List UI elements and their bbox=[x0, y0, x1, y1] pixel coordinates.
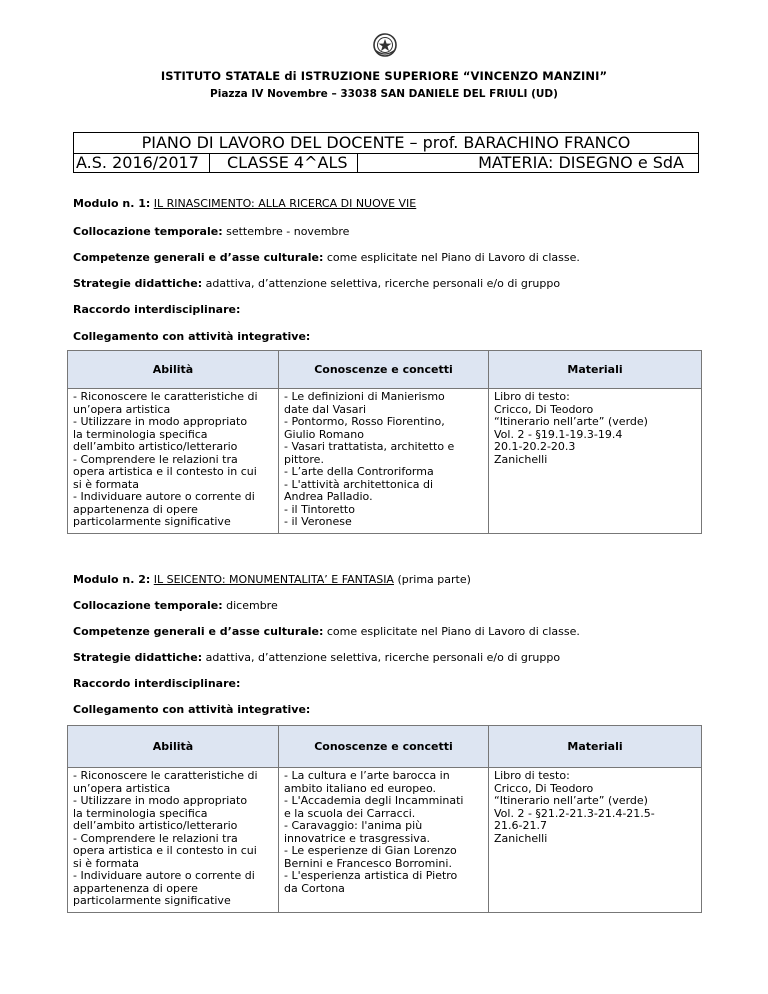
module-2-collegamento bbox=[73, 703, 310, 716]
cell-line: “Itinerario nell’arte” (verde) bbox=[494, 794, 648, 807]
cell-line: la terminologia specifica bbox=[73, 427, 208, 441]
cell-line: - Utilizzare in modo appropriato bbox=[73, 794, 248, 807]
module-1-collegamento bbox=[73, 330, 310, 343]
competenze-value: come esplicitate nel Piano di Lavoro di classe. bbox=[326, 625, 580, 638]
cell-line: Giulio Romano bbox=[284, 427, 364, 441]
module-1-heading bbox=[73, 197, 416, 210]
cell-line: Cricco, Di Teodoro bbox=[494, 402, 594, 416]
module-2-raccordo bbox=[73, 677, 240, 690]
cell-line: un’opera artistica bbox=[73, 781, 171, 795]
italian-republic-emblem-icon bbox=[372, 32, 398, 58]
cell-line: Cricco, Di Teodoro bbox=[494, 781, 594, 795]
cell-line: 20.1-20.2-20.3 bbox=[494, 440, 576, 453]
collocazione-value: settembre - novembre bbox=[226, 225, 350, 238]
header-conoscenze: Conoscenze e concetti bbox=[279, 351, 489, 389]
collocazione-label: Collocazione temporale: bbox=[73, 225, 223, 238]
institute-name: ISTITUTO STATALE di ISTRUZIONE SUPERIORE “VINCENZO MANZINI” bbox=[160, 69, 608, 83]
cell-line: - L'Accademia degli Incamminati bbox=[284, 794, 464, 807]
cell-line: - L’arte della Controriforma bbox=[284, 465, 434, 478]
cell-line: - il Tintoretto bbox=[284, 502, 355, 516]
module-1-label: Modulo n. 1: bbox=[73, 197, 151, 210]
institute-address: Piazza IV Novembre – 33038 SAN DANIELE DEL FRIULI (UD) bbox=[210, 88, 558, 100]
cell-line: Bernini e Francesco Borromini. bbox=[284, 856, 452, 870]
raccordo-label: Raccordo interdisciplinare: bbox=[73, 303, 241, 316]
raccordo-label: Raccordo interdisciplinare: bbox=[73, 677, 241, 690]
conoscenze-cell bbox=[279, 768, 489, 913]
cell-line: appartenenza di opere bbox=[73, 881, 198, 895]
cell-line: Libro di testo: bbox=[494, 769, 570, 782]
cell-line: - Le definizioni di Manierismo bbox=[284, 390, 445, 403]
cell-line: “Itinerario nell’arte” (verde) bbox=[494, 415, 648, 428]
module-2-heading bbox=[73, 573, 471, 586]
strategie-label: Strategie didattiche: bbox=[73, 651, 203, 664]
cell-line: - Comprendere le relazioni tra bbox=[73, 831, 238, 845]
cell-line: dell’ambito artistico/letterario bbox=[73, 440, 238, 453]
module-1-raccordo bbox=[73, 303, 240, 316]
cell-line: - Individuare autore o corrente di bbox=[73, 869, 255, 882]
plan-info-row bbox=[74, 154, 698, 172]
cell-line: Libro di testo: bbox=[494, 390, 570, 403]
cell-line: e la scuola dei Carracci. bbox=[284, 806, 416, 820]
cell-line: un’opera artistica bbox=[73, 402, 171, 416]
module-1-collocazione bbox=[73, 225, 349, 238]
collocazione-label: Collocazione temporale: bbox=[73, 599, 223, 612]
module-2-note: (prima parte) bbox=[397, 573, 471, 586]
header-abilita: Abilità bbox=[68, 726, 279, 768]
cell-line: si è formata bbox=[73, 856, 139, 870]
cell-line: - Vasari trattatista, architetto e bbox=[284, 440, 455, 453]
collegamento-label: Collegamento con attività integrative: bbox=[73, 703, 311, 716]
cell-line: - Individuare autore o corrente di bbox=[73, 490, 255, 503]
cell-line: - Riconoscere le caratteristiche di bbox=[73, 769, 258, 782]
cell-line: da Cortona bbox=[284, 881, 345, 895]
strategie-value: adattiva, d’attenzione selettiva, ricerche personali e/o di gruppo bbox=[205, 651, 561, 664]
cell-line: 21.6-21.7 bbox=[494, 819, 547, 832]
strategie-label: Strategie didattiche: bbox=[73, 277, 203, 290]
collocazione-value: dicembre bbox=[226, 599, 278, 612]
cell-line: - Comprendere le relazioni tra bbox=[73, 452, 238, 466]
header-abilita: Abilità bbox=[68, 351, 279, 389]
module-2-competenze bbox=[73, 625, 580, 638]
cell-line: particolarmente significative bbox=[73, 515, 231, 528]
cell-line: opera artistica e il contesto in cui bbox=[73, 465, 257, 478]
cell-line: Vol. 2 - §19.1-19.3-19.4 bbox=[494, 427, 623, 441]
class-name: CLASSE 4^ALS bbox=[210, 154, 358, 172]
cell-line: - Le esperienze di Gian Lorenzo bbox=[284, 844, 457, 857]
cell-line: appartenenza di opere bbox=[73, 502, 198, 516]
cell-line: - L'attività architettonica di bbox=[284, 477, 434, 491]
cell-line: opera artistica e il contesto in cui bbox=[73, 844, 257, 857]
cell-line: ambito italiano ed europeo. bbox=[284, 781, 436, 795]
cell-line: innovatrice e trasgressiva. bbox=[284, 831, 431, 845]
strategie-value: adattiva, d’attenzione selettiva, ricerche personali e/o di gruppo bbox=[205, 277, 561, 290]
module-2-strategie bbox=[73, 651, 560, 664]
cell-line: Zanichelli bbox=[494, 452, 548, 466]
header-materiali: Materiali bbox=[489, 351, 702, 389]
plan-title: PIANO DI LAVORO DEL DOCENTE – prof. BARACHINO FRANCO bbox=[74, 133, 698, 154]
cell-line: - Caravaggio: l'anima più bbox=[284, 819, 423, 832]
competenze-label: Competenze generali e d’asse culturale: bbox=[73, 251, 324, 264]
cell-line: particolarmente significative bbox=[73, 894, 231, 907]
cell-line: si è formata bbox=[73, 477, 139, 491]
cell-line: la terminologia specifica bbox=[73, 806, 208, 820]
cell-line: - L'esperienza artistica di Pietro bbox=[284, 869, 458, 882]
cell-line: - Pontormo, Rosso Fiorentino, bbox=[284, 415, 445, 428]
cell-line: - il Veronese bbox=[284, 515, 352, 528]
module-2-collocazione bbox=[73, 599, 278, 612]
abilita-cell bbox=[68, 389, 279, 534]
cell-line: Zanichelli bbox=[494, 831, 548, 845]
competenze-label: Competenze generali e d’asse culturale: bbox=[73, 625, 324, 638]
collegamento-label: Collegamento con attività integrative: bbox=[73, 330, 311, 343]
cell-line: pittore. bbox=[284, 452, 324, 466]
module-2-table bbox=[67, 725, 702, 913]
module-2-label: Modulo n. 2: bbox=[73, 573, 151, 586]
materiali-cell bbox=[489, 389, 702, 534]
cell-line: Andrea Palladio. bbox=[284, 490, 373, 503]
module-1-strategie bbox=[73, 277, 560, 290]
plan-header-box bbox=[73, 132, 699, 173]
cell-line: dell’ambito artistico/letterario bbox=[73, 819, 238, 832]
conoscenze-cell bbox=[279, 389, 489, 534]
module-1-title: IL RINASCIMENTO: ALLA RICERCA DI NUOVE VIE bbox=[153, 197, 417, 210]
cell-line: Vol. 2 - §21.2-21.3-21.4-21.5- bbox=[494, 806, 655, 820]
module-2-title: IL SEICENTO: MONUMENTALITA’ E FANTASIA bbox=[153, 573, 394, 586]
subject-name: MATERIA: DISEGNO e SdA bbox=[478, 154, 684, 172]
module-1-table bbox=[67, 350, 702, 534]
cell-line: date dal Vasari bbox=[284, 402, 367, 416]
header-materiali: Materiali bbox=[489, 726, 702, 768]
header-conoscenze: Conoscenze e concetti bbox=[279, 726, 489, 768]
competenze-value: come esplicitate nel Piano di Lavoro di classe. bbox=[326, 251, 580, 264]
cell-line: - Utilizzare in modo appropriato bbox=[73, 415, 248, 428]
materiali-cell bbox=[489, 768, 702, 913]
module-1-competenze bbox=[73, 251, 580, 264]
cell-line: - La cultura e l’arte barocca in bbox=[284, 769, 450, 782]
abilita-cell bbox=[68, 768, 279, 913]
school-year: A.S. 2016/2017 bbox=[74, 154, 210, 172]
cell-line: - Riconoscere le caratteristiche di bbox=[73, 390, 258, 403]
